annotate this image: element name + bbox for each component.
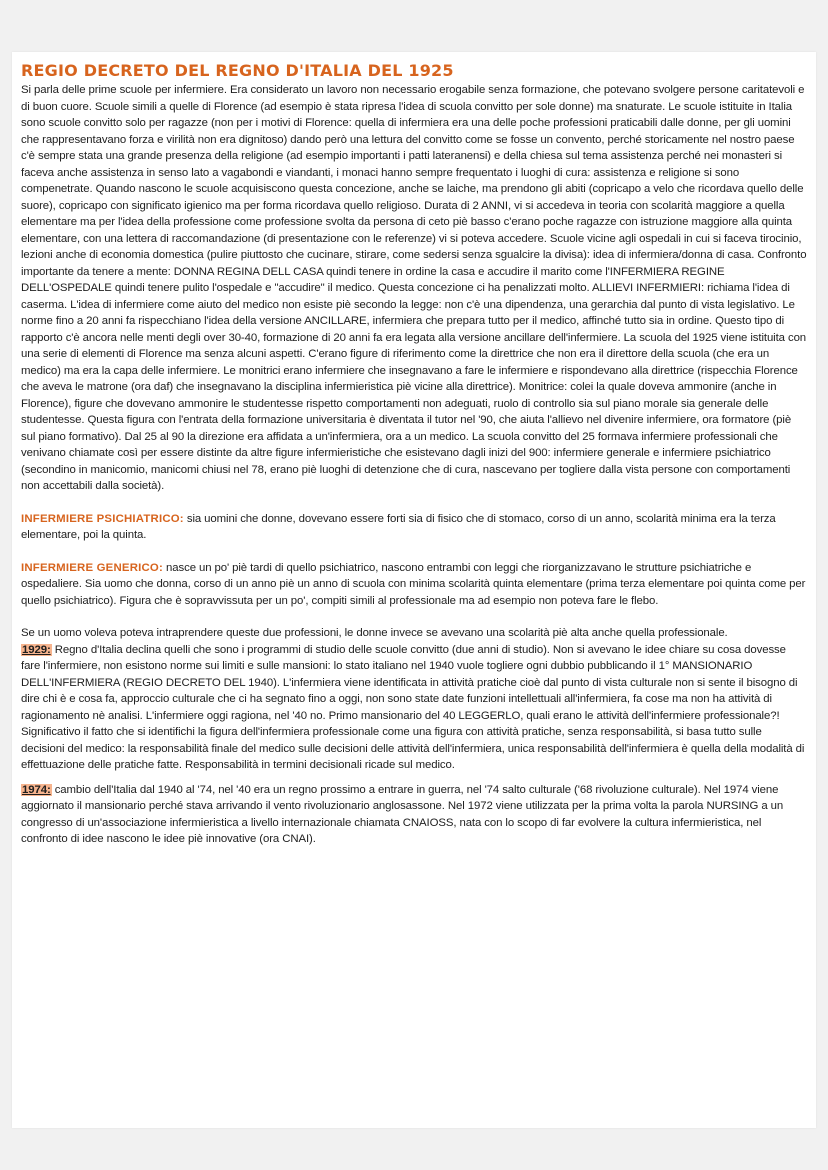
text-generico: nasce un po' piè tardi di quello psichiatrico, nascono entrambi con leggi che riorganizzavano le strutture psichiatriche e ospedaliere. Sia uomo che donna, corso di un anno piè un anno di scuola con minima scolarità quinta elementare (prima terza elementare poi quinta come per quello psichiatrico). Figura che è sopravvissuta per un po', compiti simili al professionale ma ad esempio non poteva fare le flebo. [21,561,806,607]
document-title: REGIO DECRETO DEL REGNO D'ITALIA DEL 1925 [21,61,454,80]
paragraph-uomo: Se un uomo voleva poteva intraprendere queste due professioni, le donne invece se avevano una scolarità piè alta anche quella professionale. [21,627,728,639]
heading-infermiere-generico: INFERMIERE GENERICO: [21,561,163,574]
year-1929-highlight: 1929: [22,643,51,656]
document-page [12,52,816,1128]
document-content [21,60,807,848]
text-psichiatrico: sia uomini che donne, dovevano essere forti sia di fisico che di stomaco, corso di un anno, scolarità minima era la terza elementare, poi la quinta. [21,512,776,541]
paragraph-psichiatrico [21,511,807,544]
paragraph-1929 [21,642,807,725]
paragraph-significativo: Significativo il fatto che si identifichi la figura dell'infermiera professionale come una figura con attività pratiche, senza responsabilità, si basa tutto sulle decisioni del medico: la responsabilità finale del medico sulle decisioni delle attività dell'infermiera, unica responsabilità dell'infermiera è quella della modalità di effettuazione delle pratiche fatte. Responsabilità in termini decisionali ricade sul medico. [21,726,805,771]
paragraph-intro: Si parla delle prime scuole per infermiere. Era considerato un lavoro non necessario erogabile senza formazione, che potevano svolgere persone caritatevoli e di buon cuore. Scuole simili a quelle di Florence (ad esempio è stata ripresa l'idea di scuola convitto per sole donne) ma snaturate. Le scuole istituite in Italia sono scuole convitto solo per ragazze (non per i motivi di Florence: quella di infermiera era una delle poche professioni praticabili dalle donne, per gli uomini che rappresentavano forza e virilità non era dignitoso) dando però una lettura del convitto come se fosse un convento, perché storicamente nel nostro paese c'è sempre stata una grande presenza della religione (ad esempio importanti i patti lateranensi) e della chiesa sul tema assistenza perché nei monasteri si faceva anche assistenza in senso lato a vagabondi e viandanti, i monaci hanno sempre frequentato i luoghi di cura: assistenza e religione si sono compenetrate. Quando nascono le scuole acquisiscono questa concezione, anche se laiche, ma prendono gli abiti (copricapo a velo che ricordava quello delle suore), copricapo con significato igienico ma per forma ricordava quello religioso. Durata di 2 ANNI, vi si accedeva in teoria con scolarità maggiore a quella elementare ma per l'idea della professione come professione svolta da persona di ceto piè basso c'erano poche ragazze con istruzione maggiore alla quinta elementare, con una lettera di raccomandazione (di presentazione con le referenze) vi si poteva accedere. Scuole vicine agli ospedali in cui si faceva tirocinio, lezioni anche di economia domestica (pulire piuttosto che cucinare, stirare, come sedersi senza sgualcire la divisa): idea di infermiera/donna di casa. Confronto importante da tenere a mente: DONNA REGINA DELL CASA quindi tenere in ordine la casa e accudire il marito come l'INFERMIERA REGINE DELL'OSPEDALE quindi tenere pulito l'ospedale e "accudire" il medico. Questa concezione ci ha penalizzati molto. ALLIEVI INFERMIERI: richiama l'idea di caserma. L'idea di infermiere come aiuto del medico non esiste piè secondo la legge: non c'è una dipendenza, una gerarchia dal punto di vista legislativo. Le norme fino a 20 anni fa rispecchiano l'idea della versione ANCILLARE, infermiera che prepara tutto per il medico, affinché tutto sia in ordine. Questo tipo di rapporto c'è ancora nelle menti degli over 30-40, formazione di 20 anni fa era legata alla versione ancillare dell'infermiere. La scuola del 1925 viene istituita con una serie di elementi di Florence ma senza alcuni aspetti. C'erano figure di riferimento come la direttrice che non era il direttore della scuola (che era un medico) ma era la capa delle infermiere. Le monitrici erano infermiere che insegnavano a fare le infermiere e rispondevano alla direttrice (rispecchia Florence che aveva le matrone (ora daf) che insegnavano la disciplina infermieristica piè vicine alla direttrice). Monitrice: colei la quale doveva ammonire (anche in Florence), figure che dovevano ammonire le studentesse rispetto comportamenti non adeguati, ruolo di controllo sia sul piano morale sia generale delle studentesse. Questa figura con l'entrata della formazione universitaria è diventata il tutor nel '90, che aiuta l'allievo nel divenire infermiere, ora formatore (piè sul piano formativo). Dal 25 al 90 la direzione era affidata a un'infermiera, ora a un medico. La scuola convitto del 25 formava infermiere professionali che venivano chiamate così per essere distinte da altre figure infermieristiche che esistevano dagli inizi del 900: infermiere generale e infermiere psichiatrico (secondino in manicomio, manicomi chiusi nel 78, erano piè luoghi di detenzione che di cura, nascevano per togliere dalla vista persone con comportamenti non accettabili dalla società). [21,84,807,492]
paragraph-generico [21,560,807,610]
heading-infermiere-psichiatrico: INFERMIERE PSICHIATRICO: [21,512,184,525]
paragraph-1974 [21,782,807,848]
text-1974: cambio dell'Italia dal 1940 al '74, nel '40 era un regno prossimo a entrare in guerra, nel '74 salto culturale ('68 rivoluzione culturale). Nel 1974 viene aggiornato il mansionario perché stava arrivando il vento rivoluzionario anglosassone. Nel 1972 viene utilizzata per la prima volta la parola NURSING a un congresso di un'associazione infermieristica a livello internazionale chiamata CNAIOSS, nata con lo scopo di far evolvere la cultura infermieristica, nel confronto di idee nascono le idee piè innovative (ora CNAI). [21,783,784,845]
year-1974-highlight: 1974: [22,783,51,796]
text-1929: Regno d'Italia declina quelli che sono i programmi di studio delle scuole convitto (due anni di studio). Non si avevano le idee chiare su cosa dovesse fare l'infermiere, non esistono norme sui limiti e sulle mansioni: lo stato italiano nel 1940 vuole togliere ogni dubbio pubblicando il 1° MANSIONARIO DELL'INFERMIERA (REGIO DECRETO DEL 1940). L'infermiera viene identificata in attività pratiche cioè dal punto di vista culturale non si sente il bisogno di dire chi è e cosa fa, approccio culturale che ci ha segnato fino a oggi, non sono state date funzioni intellettuali all'infermiera, fa cose ma non ha attività di ragionamento nè analisi. L'infermiere oggi ragiona, nel '40 no. Primo mansionario del 40 LEGGERLO, quali erano le attività dell'infermiere professionale?! [21,643,798,722]
